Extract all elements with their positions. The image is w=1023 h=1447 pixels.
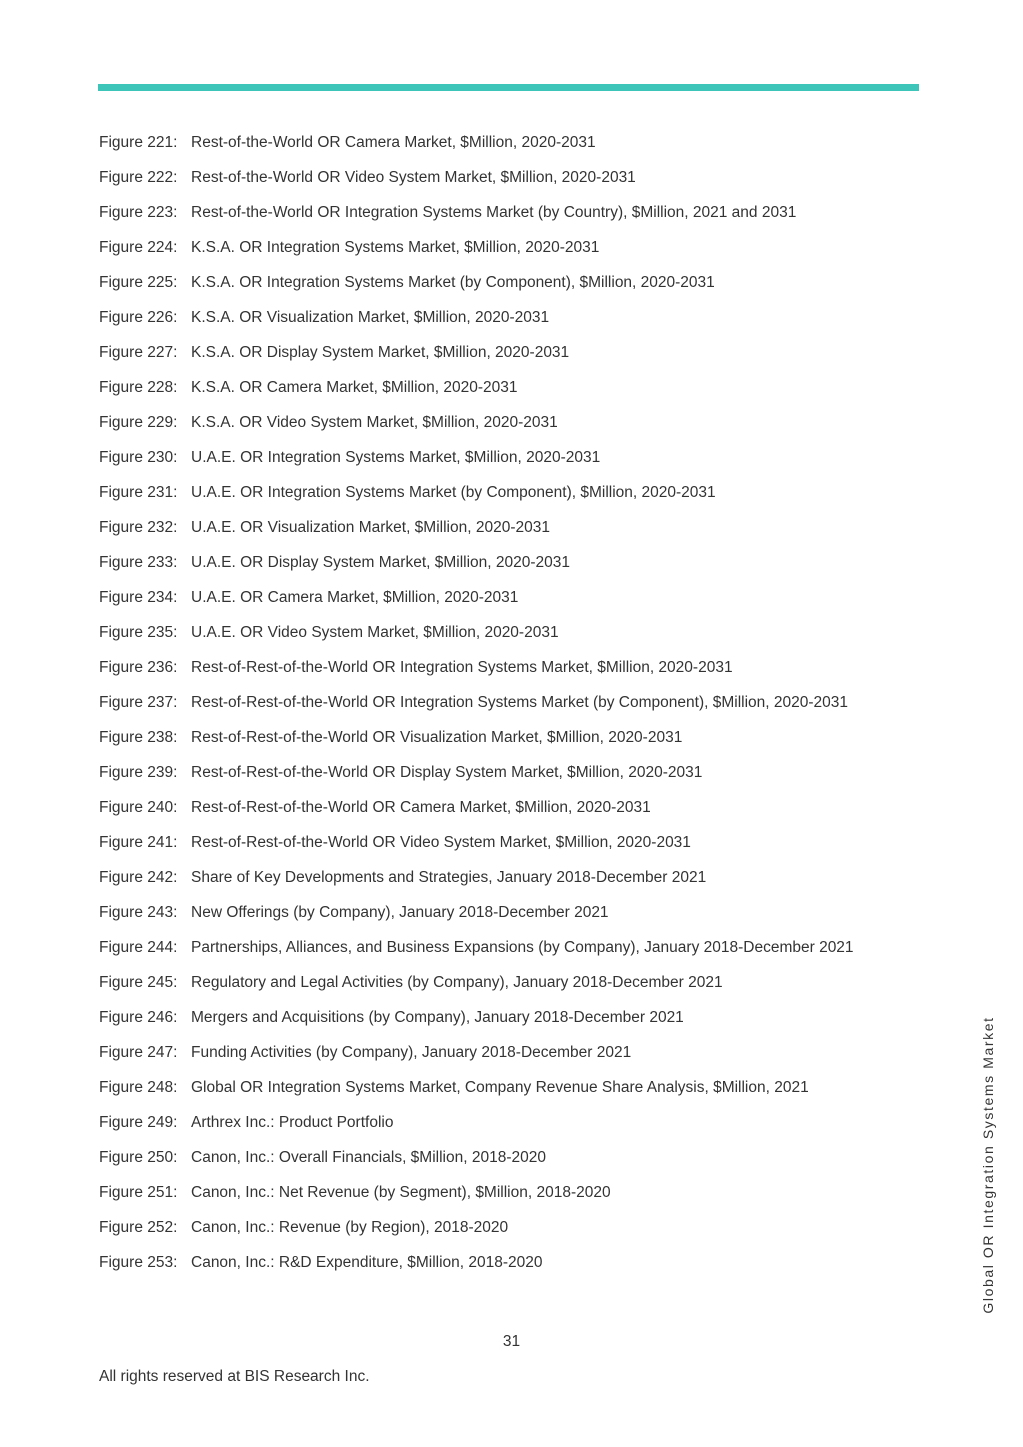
figure-entry[interactable] [99, 338, 929, 367]
figure-number: Figure 246: [99, 1009, 178, 1026]
figure-number: Figure 229: [99, 414, 178, 431]
figure-title: Rest-of-Rest-of-the-World OR Integration Systems Market, $Million, 2020-2031 [191, 659, 733, 676]
figure-number: Figure 237: [99, 694, 178, 711]
figure-number: Figure 250: [99, 1149, 178, 1166]
figure-title: K.S.A. OR Integration Systems Market (by Component), $Million, 2020-2031 [191, 274, 715, 291]
figure-entry[interactable] [99, 863, 929, 892]
figure-entry[interactable] [99, 128, 929, 157]
figure-title: Canon, Inc.: Revenue (by Region), 2018-2020 [191, 1219, 509, 1236]
figure-title: Rest-of-Rest-of-the-World OR Video System Market, $Million, 2020-2031 [191, 834, 691, 851]
figure-number: Figure 232: [99, 519, 178, 536]
figure-number: Figure 249: [99, 1114, 178, 1131]
figure-title: U.A.E. OR Display System Market, $Million, 2020-2031 [191, 554, 571, 571]
figure-entry[interactable] [99, 373, 929, 402]
figure-number: Figure 242: [99, 869, 178, 886]
figure-title: U.A.E. OR Visualization Market, $Million, 2020-2031 [191, 519, 550, 536]
figure-title: Mergers and Acquisitions (by Company), January 2018-December 2021 [191, 1009, 684, 1026]
figure-number: Figure 241: [99, 834, 178, 851]
figure-title: Arthrex Inc.: Product Portfolio [191, 1114, 394, 1131]
figure-title: U.A.E. OR Integration Systems Market (by Component), $Million, 2020-2031 [191, 484, 716, 501]
figure-entry[interactable] [99, 548, 929, 577]
figure-title: Rest-of-Rest-of-the-World OR Integration Systems Market (by Component), $Million, 2020-2031 [191, 694, 849, 711]
figure-number: Figure 248: [99, 1079, 178, 1096]
figure-number: Figure 223: [99, 204, 178, 221]
figure-number: Figure 244: [99, 939, 178, 956]
figure-entry[interactable] [99, 408, 929, 437]
figure-number: Figure 221: [99, 134, 178, 151]
figure-entry[interactable] [99, 163, 929, 192]
figure-number: Figure 247: [99, 1044, 178, 1061]
figure-entry[interactable] [99, 198, 929, 227]
figure-number: Figure 233: [99, 554, 178, 571]
figure-entry[interactable] [99, 1073, 929, 1102]
page-number: 31 [502, 1333, 521, 1350]
figure-number: Figure 236: [99, 659, 178, 676]
figure-title: U.A.E. OR Camera Market, $Million, 2020-2031 [191, 589, 519, 606]
figure-title: K.S.A. OR Video System Market, $Million, 2020-2031 [191, 414, 558, 431]
figure-title: K.S.A. OR Camera Market, $Million, 2020-2031 [191, 379, 518, 396]
figure-title: New Offerings (by Company), January 2018-December 2021 [191, 904, 609, 921]
figure-number: Figure 222: [99, 169, 178, 186]
figure-title: Rest-of-Rest-of-the-World OR Display System Market, $Million, 2020-2031 [191, 764, 703, 781]
figure-entry[interactable] [99, 583, 929, 612]
figure-entry[interactable] [99, 1003, 929, 1032]
figure-entry[interactable] [99, 1143, 929, 1172]
figure-number: Figure 234: [99, 589, 178, 606]
figure-entry[interactable] [99, 898, 929, 927]
figure-entry[interactable] [99, 513, 929, 542]
figure-entry[interactable] [99, 1248, 929, 1277]
figure-title: U.A.E. OR Video System Market, $Million, 2020-2031 [191, 624, 559, 641]
figure-entry[interactable] [99, 1213, 929, 1242]
figure-entry[interactable] [99, 933, 929, 962]
figure-number: Figure 228: [99, 379, 178, 396]
figure-title: K.S.A. OR Display System Market, $Million, 2020-2031 [191, 344, 570, 361]
figure-number: Figure 252: [99, 1219, 178, 1236]
figure-title: K.S.A. OR Visualization Market, $Million, 2020-2031 [191, 309, 550, 326]
figure-entry[interactable] [99, 233, 929, 262]
figure-entry[interactable] [99, 1178, 929, 1207]
figure-title: Rest-of-Rest-of-the-World OR Camera Market, $Million, 2020-2031 [191, 799, 651, 816]
figure-entry[interactable] [99, 828, 929, 857]
figure-entry[interactable] [99, 618, 929, 647]
figure-entry[interactable] [99, 268, 929, 297]
figure-number: Figure 253: [99, 1254, 178, 1271]
figure-number: Figure 245: [99, 974, 178, 991]
figure-entry[interactable] [99, 653, 929, 682]
figure-title: Canon, Inc.: Net Revenue (by Segment), $Million, 2018-2020 [191, 1184, 611, 1201]
figure-number: Figure 238: [99, 729, 178, 746]
figure-title: Canon, Inc.: R&D Expenditure, $Million, 2018-2020 [191, 1254, 543, 1271]
figure-title: Rest-of-Rest-of-the-World OR Visualization Market, $Million, 2020-2031 [191, 729, 683, 746]
figure-entry[interactable] [99, 968, 929, 997]
figure-entry[interactable] [99, 1108, 929, 1137]
figure-title: Rest-of-the-World OR Camera Market, $Million, 2020-2031 [191, 134, 596, 151]
figure-title: U.A.E. OR Integration Systems Market, $Million, 2020-2031 [191, 449, 601, 466]
figure-number: Figure 239: [99, 764, 178, 781]
list-of-figures [99, 128, 929, 1283]
figure-number: Figure 226: [99, 309, 178, 326]
figure-entry[interactable] [99, 723, 929, 752]
figure-title: Global OR Integration Systems Market, Company Revenue Share Analysis, $Million, 2021 [191, 1079, 809, 1096]
figure-number: Figure 240: [99, 799, 178, 816]
figure-number: Figure 243: [99, 904, 178, 921]
figure-number: Figure 235: [99, 624, 178, 641]
figure-title: Rest-of-the-World OR Video System Market, $Million, 2020-2031 [191, 169, 636, 186]
figure-entry[interactable] [99, 303, 929, 332]
figure-title: Rest-of-the-World OR Integration Systems Market (by Country), $Million, 2021 and 2031 [191, 204, 797, 221]
footer-copyright: All rights reserved at BIS Research Inc. [99, 1368, 370, 1385]
figure-number: Figure 231: [99, 484, 178, 501]
figure-entry[interactable] [99, 688, 929, 717]
figure-title: Funding Activities (by Company), January 2018-December 2021 [191, 1044, 632, 1061]
figure-title: Canon, Inc.: Overall Financials, $Million, 2018-2020 [191, 1149, 546, 1166]
figure-title: Regulatory and Legal Activities (by Company), January 2018-December 2021 [191, 974, 723, 991]
figure-number: Figure 251: [99, 1184, 178, 1201]
figure-entry[interactable] [99, 1038, 929, 1067]
figure-number: Figure 230: [99, 449, 178, 466]
figure-entry[interactable] [99, 478, 929, 507]
figure-entry[interactable] [99, 758, 929, 787]
header-accent-rule [98, 84, 919, 91]
figure-entry[interactable] [99, 793, 929, 822]
figure-number: Figure 224: [99, 239, 178, 256]
figure-entry[interactable] [99, 443, 929, 472]
figure-title: K.S.A. OR Integration Systems Market, $Million, 2020-2031 [191, 239, 600, 256]
figure-number: Figure 227: [99, 344, 178, 361]
figure-number: Figure 225: [99, 274, 178, 291]
figure-title: Share of Key Developments and Strategies, January 2018-December 2021 [191, 869, 707, 886]
side-running-title: Global OR Integration Systems Market [980, 1016, 996, 1314]
figure-title: Partnerships, Alliances, and Business Expansions (by Company), January 2018-December 2021 [191, 939, 854, 956]
